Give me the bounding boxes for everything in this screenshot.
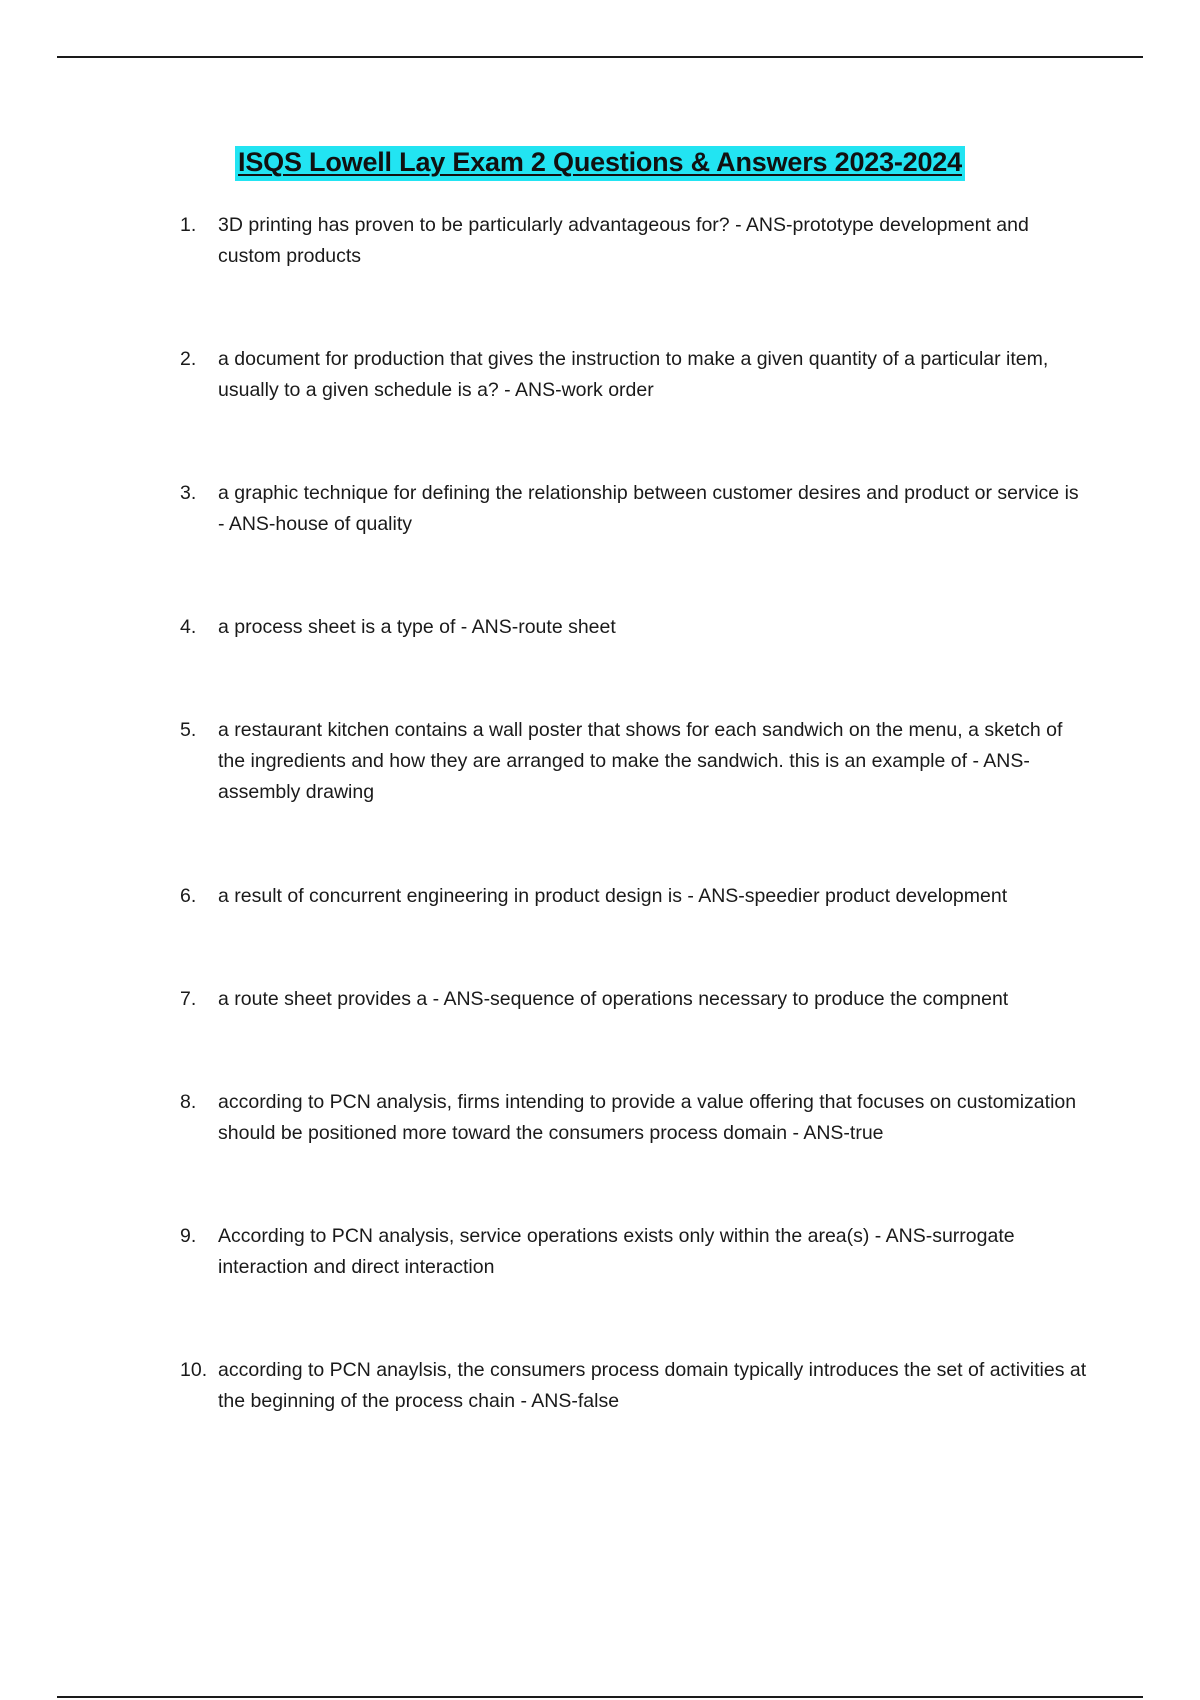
question-item-3 [180, 478, 1090, 540]
question-number: 6. [180, 885, 197, 907]
question-item-7 [180, 984, 1090, 1015]
question-number: 2. [180, 348, 197, 370]
top-rule [57, 56, 1143, 58]
question-item-6 [180, 881, 1090, 912]
question-item-8 [180, 1087, 1090, 1149]
question-item-9 [180, 1221, 1090, 1283]
question-item-1 [180, 210, 1090, 272]
bottom-rule [57, 1696, 1143, 1698]
document-title: ISQS Lowell Lay Exam 2 Questions & Answers 2023-2024 [235, 146, 965, 181]
question-number: 7. [180, 988, 197, 1010]
question-number: 9. [180, 1225, 197, 1247]
question-text: a result of concurrent engineering in product design is - ANS-speedier product development [218, 885, 1008, 907]
question-text: According to PCN analysis, service operations exists only within the area(s) - ANS-surrogate interaction and direct interaction [218, 1225, 1015, 1278]
question-text: according to PCN anaylsis, the consumers process domain typically introduces the set of activities at the beginning of the process chain - ANS-false [218, 1359, 1087, 1412]
question-number: 10. [180, 1359, 208, 1381]
question-text: a route sheet provides a - ANS-sequence of operations necessary to produce the compnent [218, 988, 1009, 1010]
question-number: 5. [180, 719, 197, 741]
question-number: 3. [180, 482, 197, 504]
title-container [0, 146, 1200, 181]
question-number: 1. [180, 214, 197, 236]
question-text: according to PCN analysis, firms intending to provide a value offering that focuses on customization should be positioned more toward the consumers process domain - ANS-true [218, 1091, 1077, 1144]
question-item-10 [180, 1355, 1090, 1417]
question-item-2 [180, 344, 1090, 406]
question-text: a document for production that gives the instruction to make a given quantity of a particular item, usually to a given schedule is a? - ANS-work order [218, 348, 1049, 401]
question-item-5 [180, 715, 1090, 808]
question-item-4 [180, 612, 1090, 643]
question-text: 3D printing has proven to be particularly advantageous for? - ANS-prototype development and custom products [218, 214, 1029, 267]
question-text: a process sheet is a type of - ANS-route sheet [218, 616, 616, 638]
question-text: a restaurant kitchen contains a wall poster that shows for each sandwich on the menu, a sketch of the ingredients and how they are arranged to make the sandwich. this is an example of - ANS-assembly drawing [218, 719, 1063, 803]
question-number: 4. [180, 616, 197, 638]
question-text: a graphic technique for defining the relationship between customer desires and product or service is - ANS-house of quality [218, 482, 1079, 535]
question-number: 8. [180, 1091, 197, 1113]
